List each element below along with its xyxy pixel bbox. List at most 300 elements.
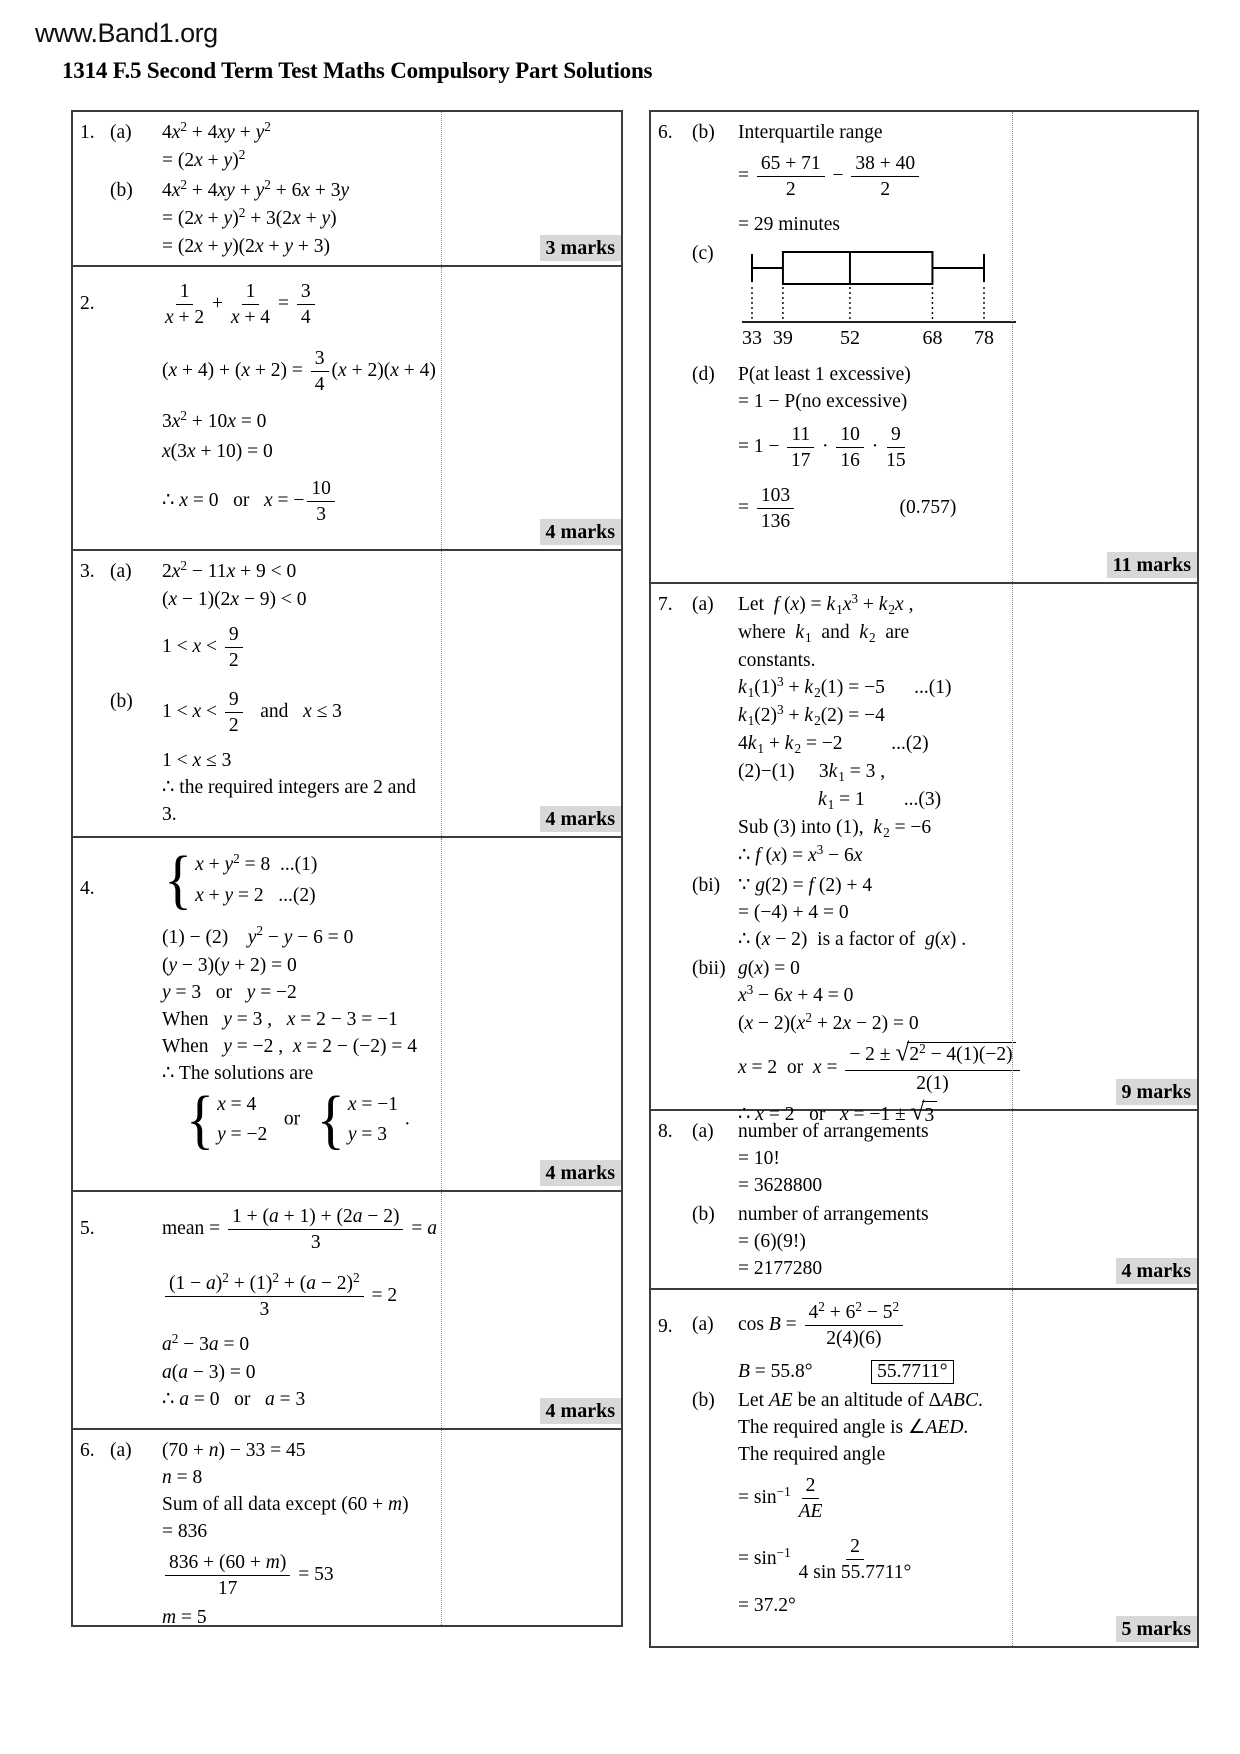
math-italic: y: [247, 926, 257, 948]
left-solutions-table: [71, 110, 623, 1627]
denominator: 2: [228, 650, 239, 671]
superscript: 2: [264, 176, 271, 192]
solution-row: [651, 1111, 1197, 1290]
page-title: 1314 F.5 Second Term Test Maths Compulsory Part Solutions: [62, 58, 653, 83]
math-line: (x − 1)(2x − 9) < 0: [162, 589, 307, 610]
math-line: ∴ x = 2 or x = −1 ± √ 3: [738, 1101, 1193, 1130]
numerator: 1: [176, 280, 194, 305]
part-label: (a): [110, 1440, 132, 1461]
math-italic: x: [808, 845, 817, 866]
radical-sign: √: [895, 1038, 910, 1067]
math-line: { x = 4 y = −2 or { x = −1 y = 3 .: [186, 1082, 410, 1156]
math-line: $\frac{(1 - a)^2 + (1)^2 + (a - 2)^2}{3}$ = 2: [162, 1270, 617, 1323]
denominator: [799, 1499, 823, 1523]
marks-badge: 4 marks: [540, 519, 621, 545]
square-root: [895, 1038, 1015, 1069]
math-line: = (6)(9!): [738, 1231, 806, 1252]
math-line: Let AE be an altitude of ΔABC.: [738, 1390, 983, 1411]
fraction: [787, 423, 814, 472]
part-lines: [738, 872, 1193, 953]
site-watermark: www.Band1.org: [35, 18, 218, 48]
fraction: [165, 280, 204, 329]
math-italic: k: [804, 677, 814, 698]
math-line: $k1(2)^3 + k2(2) = -4$: [738, 701, 885, 728]
math-italic: x: [226, 561, 236, 582]
math-italic: x: [171, 180, 181, 201]
question-parts: [110, 1437, 617, 1631]
math-italic: y: [223, 208, 233, 229]
row-content: [73, 1192, 621, 1413]
math-italic: f: [808, 875, 814, 896]
numerator: $4^2 + 6^2 - 5^2$: [805, 1301, 904, 1326]
superscript: −1: [776, 1544, 791, 1560]
math-italic: k: [828, 761, 838, 782]
brace-system: [316, 1082, 398, 1156]
solution-row: [651, 1290, 1197, 1646]
superscript: 2: [805, 1009, 812, 1025]
math-italic: a: [427, 1217, 437, 1239]
right-solutions-table: [649, 110, 1199, 1648]
system-line: y = 3: [347, 1124, 387, 1146]
math-line: 1 < x < $\frac{9}{2}$ and x ≤ 3: [162, 689, 342, 736]
boxplot-axis-label: 52: [839, 327, 860, 349]
math-italic: y: [255, 122, 265, 143]
numerator: 3: [297, 280, 315, 305]
part-label: (a): [110, 561, 132, 582]
left-brace: {: [164, 843, 193, 916]
math-italic: y: [223, 1035, 232, 1057]
part-lines: [162, 119, 617, 175]
denominator: 2: [880, 179, 891, 200]
question-number: 3.: [80, 561, 95, 582]
subscript: 1: [805, 629, 812, 645]
superscript: 2: [180, 407, 188, 423]
numerator: 103: [757, 484, 794, 509]
math-italic: k: [859, 622, 868, 643]
math-italic: x: [286, 1008, 296, 1030]
question-number: 6.: [658, 122, 673, 143]
column-divider: [441, 1430, 442, 1625]
part-label: (d): [692, 364, 715, 385]
superscript: 2: [180, 118, 188, 134]
math-italic: y: [168, 954, 178, 976]
boxplot-svg: [738, 246, 1038, 352]
math-italic: k: [784, 733, 794, 754]
math-line: = $(2x + y)^2$: [162, 146, 246, 171]
left-brace: {: [186, 1082, 215, 1156]
math-line: 3.: [162, 804, 177, 825]
math-italic: m: [387, 1494, 403, 1515]
part-lines: [162, 558, 617, 674]
part-lines: [738, 1118, 1193, 1199]
superscript: 2: [180, 557, 188, 573]
superscript: 2: [818, 1298, 825, 1314]
numerator: 9: [225, 623, 243, 648]
math-line: [162, 843, 617, 916]
math-line: = $\sin^{-1}$ $\frac{2}{4 \sin 55.7711^\circ}$: [738, 1536, 912, 1583]
math-line: When y = −2 , x = 2 − (−2) = 4: [162, 1035, 417, 1057]
math-italic: y: [217, 1124, 226, 1146]
part-label: (bii): [692, 958, 726, 979]
marks-badge: 4 marks: [540, 806, 621, 832]
math-italic: x: [194, 208, 203, 229]
denominator: 2: [785, 179, 796, 200]
solution-row: [651, 584, 1197, 1127]
math-line: = $\sin^{-1}$ $\frac{2}{AE}$: [738, 1475, 823, 1522]
superscript: 3: [746, 981, 754, 997]
denominator: 15: [886, 450, 906, 471]
question-parts: [110, 274, 617, 528]
math-line: The required angle: [738, 1444, 886, 1465]
superscript: 3: [816, 841, 824, 857]
math-italic: a: [208, 1334, 219, 1355]
denominator: 4: [314, 374, 325, 395]
column-divider: [1012, 584, 1013, 1109]
math-italic: m: [162, 1607, 177, 1628]
math-italic: k: [795, 622, 805, 643]
question-part: [692, 1297, 1193, 1385]
math-line: 1 < x < $\frac{9}{2}$: [162, 621, 617, 674]
math-italic: AE: [768, 1390, 793, 1411]
fraction: [311, 347, 329, 396]
math-line: 4k1 + k2 = −2 ...(2): [738, 733, 929, 756]
fraction: [165, 1269, 364, 1321]
math-line: = 2177280: [738, 1258, 823, 1279]
math-line: = $(2x + y)^2 + 3(2x + y)$: [162, 204, 337, 229]
denominator: 136: [760, 511, 791, 532]
column-divider: [1012, 1290, 1013, 1646]
part-lines: [738, 1387, 1193, 1619]
math-line: constants.: [738, 650, 816, 671]
part-lines: [162, 1437, 617, 1631]
column-divider: [1012, 112, 1013, 582]
boxplot-axis-label: 39: [772, 327, 793, 349]
math-italic: B: [738, 1361, 750, 1382]
math-line: = (2x + y)(2x + y + 3): [162, 236, 330, 257]
math-line: = $\frac{103}{136}$ (0.757): [738, 485, 957, 532]
solution-row: [73, 838, 621, 1192]
denominator: 3: [259, 1299, 270, 1320]
numerator: 10: [307, 477, 335, 502]
part-label: (b): [692, 1390, 715, 1411]
marks-badge: 4 marks: [1116, 1258, 1197, 1284]
math-line: ∴ x = 0 or x = − $\frac{10}{3}$: [162, 475, 617, 528]
question-number: 9.: [658, 1316, 673, 1337]
system-line: y = −2: [217, 1124, 268, 1146]
math-line: = (−4) + 4 = 0: [738, 902, 849, 923]
part-label: (a): [110, 122, 132, 143]
math-italic: x: [796, 1013, 806, 1034]
math-italic: x: [241, 359, 251, 381]
math-italic: x: [347, 1094, 357, 1116]
numerator: 1 + (a + 1) + (2a − 2): [228, 1205, 403, 1230]
denominator: 4: [300, 307, 311, 328]
question-part: [110, 843, 617, 1156]
math-line: (1) − (2) $y^2 - y - 6 = 0$: [162, 923, 354, 948]
numerator: 2: [802, 1474, 820, 1499]
subscript: 1: [836, 601, 843, 617]
numerator: − 2 ± √ $2^2 - 4(1)(-2)$: [845, 1042, 1019, 1071]
math-italic: k: [873, 817, 883, 838]
question-part: [692, 1387, 1193, 1619]
question-parts: [110, 558, 617, 828]
math-italic: g: [738, 958, 748, 979]
superscript: 2: [353, 1269, 360, 1285]
denominator: 3: [310, 1232, 321, 1253]
system-line: x = −1: [347, 1094, 398, 1116]
math-line: Sub (3) into (1), k2 = −6: [738, 817, 932, 840]
part-label: (bi): [692, 875, 721, 896]
math-italic: f: [773, 594, 780, 615]
math-italic: a: [178, 1362, 188, 1383]
math-line: = 1 − $\frac{11}{17}$ · $\frac{10}{16}$ · $\frac{9}{15}$: [738, 424, 906, 471]
math-italic: x: [192, 750, 202, 771]
math-italic: y: [284, 236, 293, 257]
math-line: $(x - 2)(x^2 + 2x - 2) = 0$: [738, 1009, 919, 1034]
numerator: 9: [225, 688, 243, 713]
numerator: 10: [836, 423, 864, 448]
math-line: $x^3 - 6x + 4 = 0$: [738, 981, 854, 1006]
math-italic: x: [263, 489, 273, 511]
math-line: number of arrangements: [738, 1121, 929, 1142]
math-italic: a: [206, 1273, 216, 1294]
math-italic: x: [744, 1013, 754, 1034]
math-italic: k: [747, 733, 757, 754]
math-italic: a: [179, 1389, 190, 1410]
math-italic: x: [301, 180, 311, 201]
math-line: = 1 − P(no excessive): [738, 391, 908, 412]
math-italic: x: [195, 854, 204, 876]
radicand: 3: [922, 1101, 937, 1129]
math-italic: g: [924, 929, 935, 950]
math-line: g(x) = 0: [738, 958, 800, 979]
math-italic: x: [227, 411, 236, 432]
part-label: (a): [692, 1314, 714, 1335]
math-italic: x: [390, 359, 399, 381]
math-italic: y: [347, 1124, 357, 1146]
math-italic: x: [783, 985, 793, 1006]
fraction: [851, 152, 919, 201]
math-italic: x: [761, 929, 771, 950]
numerator: 65 + 71: [757, 152, 825, 177]
system-lines: [195, 851, 317, 909]
brace-system: [186, 1082, 268, 1156]
math-line: ∵ g(2) = f (2) + 4: [738, 875, 873, 896]
math-line: = 37.2°: [738, 1595, 796, 1616]
math-line: ∴ f $(x) = x^3 - 6x$: [738, 841, 863, 866]
numerator: 1: [242, 280, 260, 305]
superscript: 3: [777, 701, 784, 717]
row-content: [651, 1111, 1197, 1282]
math-italic: y: [283, 926, 293, 948]
superscript: 2: [238, 146, 246, 162]
boxplot-axis-label: 33: [742, 327, 762, 349]
math-italic: y: [223, 236, 233, 257]
math-italic: x: [292, 208, 301, 229]
math-line: The required angle is ∠AED.: [738, 1417, 969, 1438]
fraction: [845, 1038, 1019, 1095]
math-italic: a: [265, 1389, 275, 1410]
question-parts: [692, 1297, 1193, 1619]
math-italic: AE: [798, 1501, 823, 1522]
question-part: [692, 361, 1193, 535]
boxplot-axis-label: 68: [922, 327, 943, 349]
part-lines: [162, 274, 617, 528]
math-italic: x: [230, 307, 240, 328]
subscript: 2: [888, 601, 896, 617]
row-content: [651, 584, 1197, 1129]
math-italic: x: [179, 489, 188, 511]
fraction: [231, 280, 270, 329]
math-italic: n: [162, 1467, 172, 1488]
denominator: 2: [228, 715, 239, 736]
part-lines: [738, 119, 1193, 238]
question-part: [692, 119, 1193, 238]
math-italic: x: [738, 985, 747, 1006]
math-italic: x: [168, 589, 178, 610]
radicand: $2^2 - 4(1)(-2)$: [907, 1042, 1015, 1066]
math-italic: y: [223, 1008, 232, 1030]
row-content: [73, 551, 621, 828]
math-italic: y: [220, 954, 230, 976]
superscript: 3: [851, 590, 858, 606]
row-content: [73, 838, 621, 1156]
math-line: y = 3 or y = −2: [162, 981, 297, 1003]
math-line: $4x^2 + 4xy + y^2 + 6x + 3y$: [162, 176, 350, 201]
math-italic: y: [162, 981, 171, 1003]
brace-system: [164, 843, 318, 916]
math-line: ∴ (x − 2) is a factor of g(x) .: [738, 929, 967, 950]
fraction: [836, 423, 864, 472]
subscript: 1: [827, 796, 835, 812]
math-italic: x: [192, 700, 202, 722]
math-line: $k1(1)^3 + k2(1) = -5$ ...(1): [738, 673, 952, 700]
math-italic: xy: [217, 122, 235, 143]
math-line: Let f $(x) = k1x^3 + k2x$ ,: [738, 590, 914, 617]
math-italic: x: [171, 122, 181, 143]
math-line: m = 5: [162, 1607, 207, 1628]
math-line: (y − 3)(y + 2) = 0: [162, 954, 297, 976]
math-italic: x: [168, 359, 178, 381]
part-lines: [162, 843, 617, 1156]
math-line: = 10!: [738, 1148, 780, 1169]
math-line: n = 8: [162, 1467, 203, 1488]
denominator: 3: [316, 504, 326, 525]
row-content: [651, 112, 1197, 535]
question-parts: [692, 119, 1193, 535]
superscript: −1: [776, 1483, 791, 1499]
superscript: 2: [892, 1298, 900, 1314]
fraction: [165, 1551, 290, 1600]
math-italic: x: [292, 1035, 302, 1057]
denominator: x + 2: [165, 307, 205, 328]
math-line: 1 < x ≤ 3: [162, 750, 232, 771]
fraction: [799, 1474, 823, 1523]
solution-row: [73, 1192, 621, 1430]
math-italic: k: [804, 705, 814, 726]
math-line: When y = 3 , x = 2 − 3 = −1: [162, 1008, 398, 1030]
math-italic: a: [306, 1273, 316, 1294]
math-italic: x: [755, 1103, 764, 1125]
solution-row: [73, 267, 621, 551]
system-lines: [348, 1091, 398, 1148]
math-italic: x: [171, 411, 181, 432]
question-number: 2.: [80, 293, 95, 314]
question-number: 1.: [80, 122, 95, 143]
fraction: [799, 1535, 912, 1584]
part-lines: [738, 1297, 1193, 1385]
math-italic: x: [230, 589, 240, 610]
math-line: = 836: [162, 1521, 208, 1542]
question-number: 4.: [80, 878, 95, 899]
math-italic: x: [217, 1094, 226, 1116]
fraction: [805, 1298, 904, 1350]
radical-sign: √: [910, 1097, 925, 1126]
fraction: [757, 484, 794, 533]
part-label: (b): [110, 180, 133, 201]
solution-row: [73, 112, 621, 267]
numerator: 9: [887, 423, 905, 448]
math-italic: x: [812, 1056, 822, 1078]
math-italic: x: [842, 1013, 852, 1034]
math-italic: a: [352, 1206, 363, 1227]
subscript: 1: [747, 712, 755, 728]
math-line: Interquartile range: [738, 122, 883, 143]
left-brace: {: [316, 1082, 345, 1156]
marks-badge: 5 marks: [1116, 1616, 1197, 1642]
column-divider: [441, 838, 442, 1190]
math-italic: y: [321, 208, 331, 229]
math-line: B = 55.8° 55.7711°: [738, 1358, 1193, 1385]
subscript: 1: [757, 740, 765, 756]
system-line: x + y = 2 ...(2): [195, 885, 316, 907]
subscript: 2: [868, 629, 876, 645]
fraction: [228, 1205, 403, 1254]
math-italic: x: [853, 845, 863, 866]
math-line: ∴ a = 0 or a = 3: [162, 1389, 306, 1410]
solution-row: [73, 1430, 621, 1628]
part-label: (b): [692, 122, 715, 143]
math-italic: n: [208, 1440, 219, 1461]
math-line: $\frac{836 + (60 + m)}{17}$ = 53: [162, 1549, 617, 1602]
math-italic: x: [186, 441, 196, 462]
solution-row: [651, 112, 1197, 584]
question-part: [692, 1118, 1193, 1199]
math-line: (2)−(1) 3k1 = 3 ,: [738, 761, 886, 784]
math-italic: k: [826, 594, 836, 615]
math-italic: y: [246, 981, 256, 1003]
marks-badge: 9 marks: [1116, 1079, 1197, 1105]
boxplot-axis-label: 78: [974, 327, 994, 349]
denominator: 16: [840, 450, 860, 471]
question-part: [110, 1437, 617, 1631]
boxplot-figure: [738, 246, 1193, 357]
math-italic: y: [224, 854, 234, 876]
superscript: 2: [272, 1269, 279, 1285]
part-label: (b): [692, 1204, 715, 1225]
numerator: $(1 - a)^2 + (1)^2 + (a - 2)^2$: [165, 1272, 364, 1297]
subscript: 2: [794, 740, 802, 756]
marks-badge: 4 marks: [540, 1398, 621, 1424]
denominator: 2(1): [916, 1072, 949, 1094]
superscript: 2: [264, 118, 271, 134]
row-content: [651, 1290, 1197, 1619]
math-line: ∴ The solutions are: [162, 1062, 314, 1084]
math-italic: x: [303, 700, 312, 722]
denominator: 17: [791, 450, 811, 471]
math-italic: a: [162, 1362, 172, 1383]
math-italic: x: [842, 594, 852, 615]
